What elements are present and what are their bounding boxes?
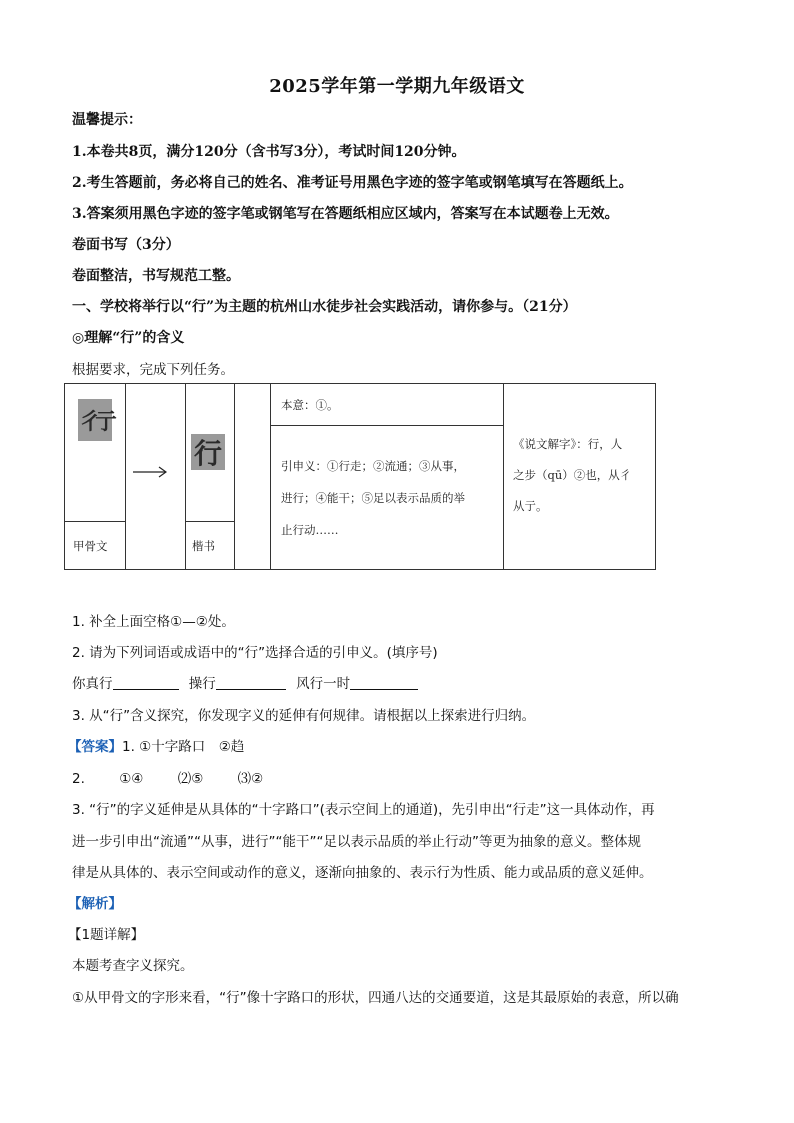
answer-3-line-2: 进一步引申出“流通”“从事，进行”“能干”“足以表示品质的举止行动”等更为抽象的意义。整体规 <box>72 834 641 850</box>
section1-instruction: 根据要求，完成下列任务。 <box>72 362 234 378</box>
q2-item-2: 操行 <box>188 676 216 692</box>
kai-glyph-text: 行 <box>193 437 222 470</box>
q2-item-1: 你真行 <box>72 676 113 692</box>
page-title: 2025学年第一学期九年级语文 <box>269 76 525 97</box>
notice-heading: 温馨提示： <box>72 112 142 128</box>
analysis-label: 【解析】 <box>68 896 122 912</box>
extended-meaning-line-2: 进行；④能干；⑤足以表示品质的举 <box>281 491 465 505</box>
shuowen-line-3: 从亍。 <box>513 499 548 513</box>
extended-meaning-line-3: 止行动…… <box>281 523 339 537</box>
section1-sub-heading: ◎理解“行”的含义 <box>72 330 185 346</box>
question-2: 2. 请为下列词语或成语中的“行”选择合适的引申义。(填序号) <box>72 645 438 661</box>
shuowen-line-2: 之步（qū）②也，从彳 <box>513 468 632 482</box>
section1-heading: 一、学校将举行以“行”为主题的杭州山水徒步社会实践活动，请你参与。（21分） <box>72 299 577 315</box>
writing-text: 卷面整洁，书写规范工整。 <box>72 268 240 284</box>
question-2-items <box>72 672 418 692</box>
answer-blank-1[interactable] <box>113 675 179 690</box>
answer-blank-3[interactable] <box>350 675 418 690</box>
answer-2-num: 2. <box>72 771 85 787</box>
answer-row-2 <box>72 767 263 787</box>
answer-blank-2[interactable] <box>216 675 286 690</box>
writing-heading: 卷面书写（3分） <box>72 237 180 253</box>
answer-label: 【答案】 <box>68 739 122 755</box>
notice-item-2: 2.考生答题前，务必将自己的姓名、准考证号用黑色字迹的签字笔或钢笔填写在答题纸上。 <box>72 175 633 191</box>
oracle-label: 甲骨文 <box>73 539 108 553</box>
q2-item-3: 风行一时 <box>296 676 351 692</box>
arrow-right-icon <box>133 465 167 479</box>
oracle-bone-glyph <box>78 399 112 441</box>
analysis-detail-label: 【1题详解】 <box>68 927 145 943</box>
notice-item-3: 3.答案须用黑色字迹的签字笔或钢笔写在答题纸相应区域内，答案写在本试题卷上无效。 <box>72 206 619 222</box>
answer-2-part-1: ①④ <box>119 771 144 787</box>
answer-3-line-1: 3. “行”的字义延伸是从具体的“十字路口”(表示空间上的通道)，先引申出“行走”这一具体动作，再 <box>72 802 655 818</box>
oracle-glyph-text: 彳亍 <box>78 408 111 435</box>
question-3: 3. 从“行”含义探究，你发现字义的延伸有何规律。请根据以上探索进行归纳。 <box>72 708 536 724</box>
answer-3-line-3: 律是从具体的、表示空间或动作的意义，逐渐向抽象的、表示行为性质、能力或品质的意义延伸。 <box>72 865 653 881</box>
analysis-line-2: ①从甲骨文的字形来看，“行”像十字路口的形状，四通八达的交通要道，这是其最原始的表意，所以确 <box>72 990 679 1006</box>
answer-row-1 <box>68 735 244 755</box>
answer-1: 1. ①十字路口 ②趋 <box>122 739 245 755</box>
extended-meaning-line-1: 引申义：①行走；②流通；③从事， <box>281 459 465 473</box>
question-1: 1. 补全上面空格①—②处。 <box>72 614 235 630</box>
kai-glyph <box>191 434 225 470</box>
analysis-line-1: 本题考查字义探究。 <box>72 958 194 974</box>
answer-2-part-2: ⑵⑤ <box>177 771 204 787</box>
notice-item-1: 1.本卷共8页，满分120分（含书写3分），考试时间120分钟。 <box>72 144 466 160</box>
original-meaning: 本意：①。 <box>281 398 339 412</box>
answer-2-part-3: ⑶② <box>237 771 264 787</box>
shuowen-line-1: 《说文解字》：行，人 <box>513 437 623 451</box>
kai-label: 楷书 <box>192 539 215 553</box>
